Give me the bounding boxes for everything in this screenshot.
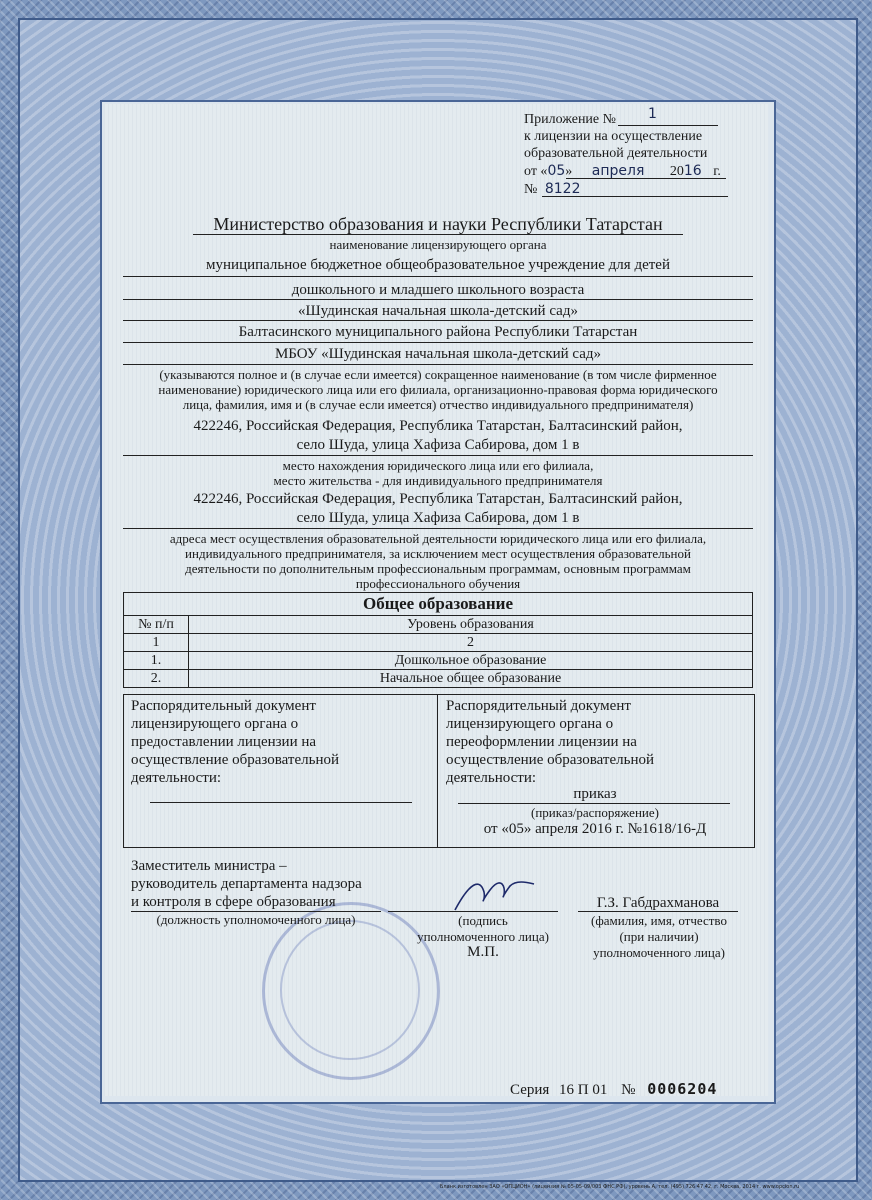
location-caption2: место жительства - для индивидуального предпринимателя bbox=[273, 473, 603, 488]
appendix-day: 05 bbox=[547, 163, 566, 179]
reissue-doc-date: от «05» апреля 2016 г. №1618/16-Д bbox=[483, 821, 707, 837]
table-row bbox=[124, 670, 753, 688]
authority-underline bbox=[193, 234, 683, 235]
authority-caption: наименование лицензирующего органа bbox=[329, 237, 547, 252]
printer-imprint: Бланк изготовлен ЗАО «ОПЦИОН» (лицензия № 05-05-09/003 ФНС РФ), уровень А, тел. (495) 726 47 42, г. Москва, 2014 г. www.opcion.ru bbox=[440, 1184, 800, 1190]
activity-caption2: индивидуального предпринимателя, за исключением мест осуществления образовательной bbox=[185, 546, 691, 561]
location-caption1: место нахождения юридического лица или его филиала, bbox=[282, 458, 594, 473]
reissue-doc-type: приказ bbox=[573, 786, 617, 802]
name-caption3: уполномоченного лица) bbox=[593, 945, 725, 960]
header-number: № п/п bbox=[124, 616, 189, 634]
org-line1: муниципальное бюджетное общеобразовательное учреждение для детей bbox=[206, 257, 670, 273]
index-cell: 2 bbox=[189, 634, 753, 652]
activity-address-rule bbox=[123, 528, 753, 529]
location-rule bbox=[123, 455, 753, 456]
blank-number: 0006204 bbox=[647, 1080, 718, 1098]
appendix-date: от «05» апреля 2016 г. bbox=[524, 163, 721, 179]
org-line4: Балтасинского муниципального района Республики Татарстан bbox=[238, 324, 638, 340]
signer-position: Заместитель министра – руководитель департамента надзора и контроля в сфере образования bbox=[131, 858, 362, 910]
activity-caption1: адреса мест осуществления образовательной деятельности юридического лица или его филиала, bbox=[169, 531, 707, 546]
name-line bbox=[578, 911, 738, 912]
appendix-date-line bbox=[566, 178, 726, 179]
activity-address-line2: село Шуда, улица Хафиза Сабирова, дом 1 в bbox=[296, 510, 580, 526]
official-seal-inner bbox=[280, 920, 420, 1060]
authority-name: Министерство образования и науки Республики Татарстан bbox=[213, 214, 663, 234]
seal-mark-mp: М.П. bbox=[467, 944, 499, 960]
row-number: 2. bbox=[124, 670, 189, 688]
location-line1: 422246, Российская Федерация, Республика Татарстан, Балтасинский район, bbox=[193, 418, 683, 434]
appendix-month: апреля bbox=[591, 163, 645, 179]
table-row bbox=[124, 652, 753, 670]
org-rule1 bbox=[123, 276, 753, 277]
signature-scribble-icon bbox=[450, 872, 540, 916]
signature-caption1: (подпись bbox=[458, 913, 508, 928]
signature-caption2: уполномоченного лица) bbox=[417, 929, 549, 944]
org-line2: дошкольного и младшего школьного возраста bbox=[291, 282, 585, 298]
header-level: Уровень образования bbox=[189, 616, 753, 634]
org-line5-short-name: МБОУ «Шудинская начальная школа-детский сад» bbox=[274, 346, 602, 362]
education-levels-table bbox=[123, 592, 753, 688]
row-level: Начальное общее образование bbox=[189, 670, 753, 688]
reissue-doc-caption: (приказ/распоряжение) bbox=[531, 805, 659, 820]
index-cell: 1 bbox=[124, 634, 189, 652]
signer-name: Г.З. Габдрахманова bbox=[596, 895, 720, 911]
name-caption2: (при наличии) bbox=[619, 929, 699, 944]
name-caption1: (фамилия, имя, отчество bbox=[591, 913, 727, 928]
appendix-number: 1 bbox=[648, 106, 657, 122]
table-title-row bbox=[124, 593, 753, 616]
org-line3: «Шудинская начальная школа-детский сад» bbox=[298, 303, 578, 319]
license-number: № 8122 bbox=[524, 181, 581, 197]
reissue-doc-type-line bbox=[458, 803, 730, 804]
table-header-row bbox=[124, 616, 753, 634]
grant-document-text: Распорядительный документ лицензирующего органа о предоставлении лицензии на осуществление образовательной деятельности: bbox=[131, 698, 339, 786]
org-caption2: наименование) юридического лица или его филиала, организационно-правовая форма юридического bbox=[158, 382, 718, 397]
row-number: 1. bbox=[124, 652, 189, 670]
org-rule4 bbox=[123, 342, 753, 343]
appendix-year: 16 bbox=[683, 163, 702, 179]
table-title: Общее образование bbox=[124, 593, 753, 616]
org-rule2 bbox=[123, 299, 753, 300]
row-level: Дошкольное образование bbox=[189, 652, 753, 670]
appendix-line3: образовательной деятельности bbox=[524, 146, 708, 161]
activity-address-line1: 422246, Российская Федерация, Республика Татарстан, Балтасинский район, bbox=[193, 491, 683, 507]
activity-caption4: профессионального обучения bbox=[355, 576, 521, 591]
license-number-line bbox=[542, 196, 728, 197]
org-rule3 bbox=[123, 320, 753, 321]
reissue-document-text: Распорядительный документ лицензирующего органа о переоформлении лицензии на осуществление образовательной деятельности: bbox=[446, 698, 654, 786]
blank-series: Серия 16 П 01 № 0006204 bbox=[510, 1080, 718, 1098]
table-index-row bbox=[124, 634, 753, 652]
appendix-label: Приложение № bbox=[524, 112, 616, 127]
org-rule5 bbox=[123, 364, 753, 365]
appendix-line2: к лицензии на осуществление bbox=[524, 129, 703, 144]
grant-document-blank bbox=[150, 802, 412, 803]
activity-caption3: деятельности по дополнительным профессиональным программам, основным программам bbox=[185, 561, 691, 576]
location-line2: село Шуда, улица Хафиза Сабирова, дом 1 в bbox=[296, 437, 580, 453]
position-caption: (должность уполномоченного лица) bbox=[156, 912, 356, 927]
signature-line bbox=[388, 911, 558, 912]
appendix-number-line bbox=[618, 125, 718, 126]
org-caption3: лица, фамилия, имя и (в случае если имеется) отчество индивидуального предпринимателя) bbox=[182, 397, 694, 412]
org-caption1: (указываются полное и (в случае если имеется) сокращенное наименование (в том числе фирменное bbox=[159, 367, 717, 382]
